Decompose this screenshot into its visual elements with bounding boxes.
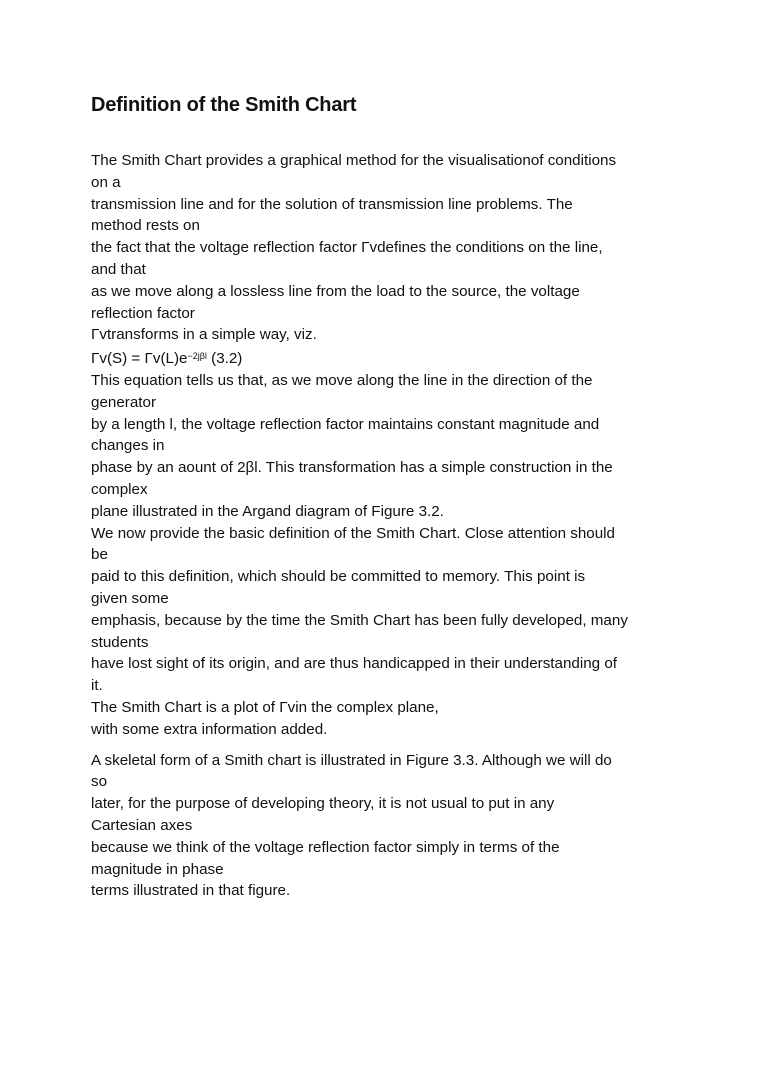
text-line: generator bbox=[91, 393, 157, 411]
text-line: We now provide the basic definition of the Smith Chart. Close attention should bbox=[91, 524, 615, 542]
document-body bbox=[91, 150, 681, 902]
text-line: This equation tells us that, as we move along the line in the direction of the bbox=[91, 371, 593, 389]
text-line: so bbox=[91, 773, 108, 791]
text-line: The Smith Chart is a plot of Γvin the complex plane, bbox=[91, 698, 439, 716]
text-line: Γvtransforms in a simple way, viz. bbox=[91, 326, 317, 344]
text-line: phase by an aount of 2βl. This transformation has a simple construction in the bbox=[91, 459, 613, 477]
equation-3-2 bbox=[91, 346, 681, 370]
text-line: emphasis, because by the time the Smith Chart has been fully developed, many bbox=[91, 611, 628, 629]
text-line: transmission line and for the solution of transmission line problems. The bbox=[91, 195, 573, 213]
text-line: plane illustrated in the Argand diagram of Figure 3.2. bbox=[91, 502, 444, 520]
text-line: A skeletal form of a Smith chart is illustrated in Figure 3.3. Although we will do bbox=[91, 751, 612, 769]
text-line: given some bbox=[91, 589, 169, 607]
text-line: complex bbox=[91, 480, 148, 498]
text-line: paid to this definition, which should be committed to memory. This point is bbox=[91, 568, 586, 586]
text-line: magnitude in phase bbox=[91, 860, 224, 878]
text-line: changes in bbox=[91, 437, 165, 455]
text-line: have lost sight of its origin, and are thus handicapped in their understanding of bbox=[91, 655, 618, 673]
text-line: The Smith Chart provides a graphical method for the visualisationof conditions bbox=[91, 152, 617, 169]
text-line: as we move along a lossless line from the load to the source, the voltage bbox=[91, 282, 580, 300]
text-line: by a length l, the voltage reflection factor maintains constant magnitude and bbox=[91, 415, 600, 433]
equation-lhs: Γv(S) = Γv(L)e bbox=[91, 350, 188, 368]
text-line: terms illustrated in that figure. bbox=[91, 882, 291, 900]
text-line: it. bbox=[91, 677, 103, 695]
text-line: the fact that the voltage reflection factor Γvdefines the conditions on the line, bbox=[91, 239, 603, 257]
text-line: because we think of the voltage reflection factor simply in terms of the bbox=[91, 838, 560, 856]
text-line: method rests on bbox=[91, 217, 200, 235]
text-line: be bbox=[91, 546, 108, 564]
text-line: Cartesian axes bbox=[91, 816, 193, 834]
equation-label: (3.2) bbox=[206, 350, 243, 368]
document-title: Definition of the Smith Chart bbox=[91, 94, 357, 116]
text-line: later, for the purpose of developing theory, it is not usual to put in any bbox=[91, 795, 555, 813]
text-line: and that bbox=[91, 260, 146, 278]
paragraph-1 bbox=[91, 150, 681, 346]
equation-exponent: −2jβl bbox=[187, 351, 207, 362]
text-line: on a bbox=[91, 173, 121, 191]
paragraph-2 bbox=[91, 370, 681, 741]
paragraph-3 bbox=[91, 750, 681, 903]
text-line: students bbox=[91, 633, 149, 651]
text-line: with some extra information added. bbox=[91, 720, 328, 738]
paragraph-gap bbox=[91, 741, 681, 750]
text-line: reflection factor bbox=[91, 304, 195, 322]
document-page bbox=[91, 92, 681, 902]
